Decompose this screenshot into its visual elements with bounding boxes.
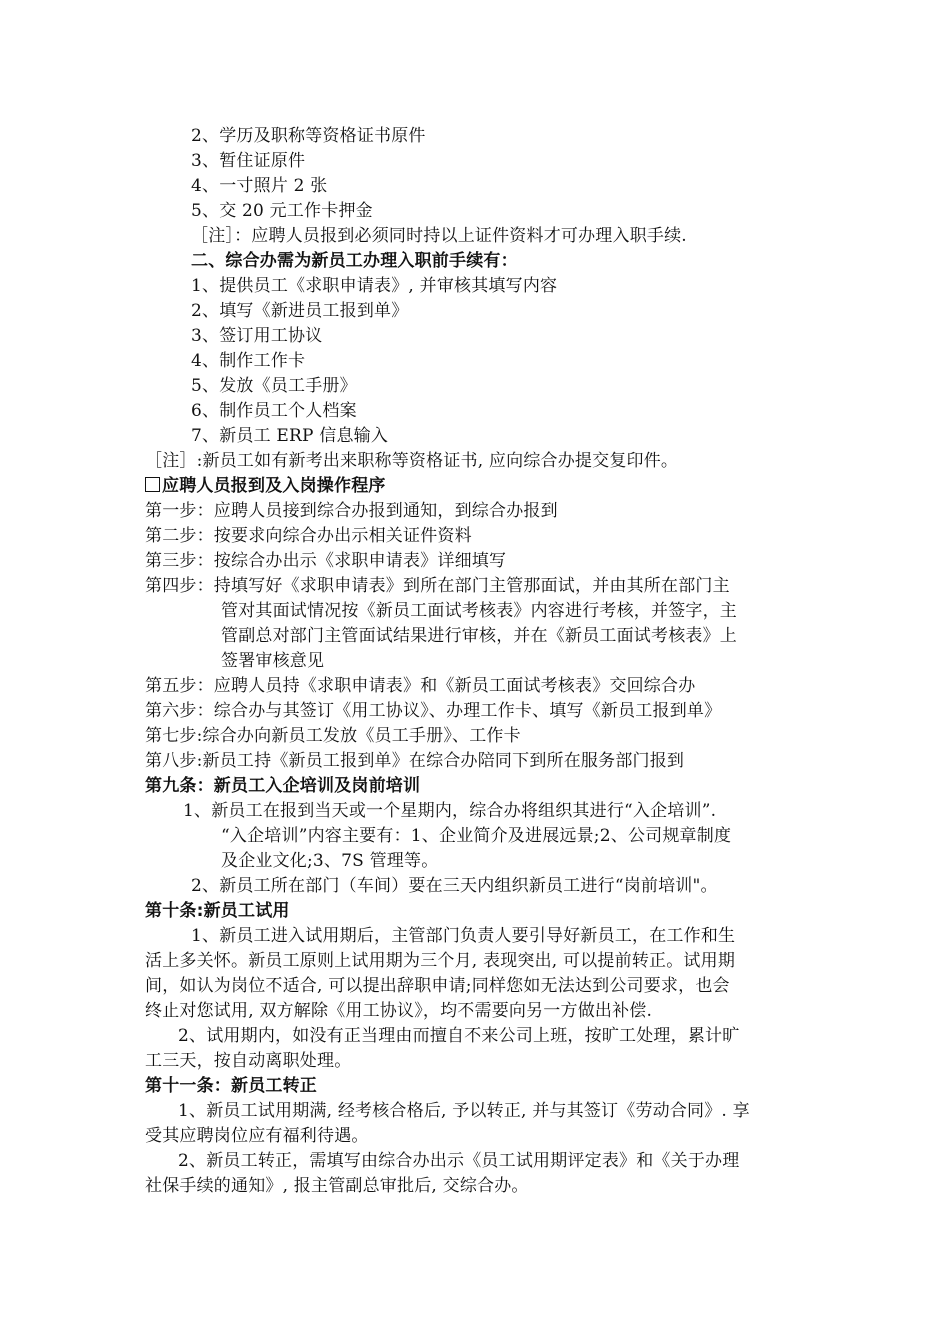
paragraph-line: 受其应聘岗位应有福利待遇。 — [145, 1126, 369, 1146]
list-item: 5、发放《员工手册》 — [191, 376, 357, 396]
paragraph-line: 间，如认为岗位不适合, 可以提出辞职申请;同样您如无法达到公司要求，也会 — [145, 976, 730, 996]
step-item: 第六步：综合办与其签订《用工协议》、办理工作卡、填写《新员工报到单》 — [145, 701, 722, 721]
list-item: 3、暂住证原件 — [191, 151, 306, 171]
section-heading: 二、综合办需为新员工办理入职前手续有： — [191, 251, 518, 271]
paragraph-line: 1、新员工在报到当天或一个星期内，综合办将组织其进行“入企培训”. — [183, 801, 717, 821]
paragraph-line: 社保手续的通知》, 报主管副总审批后, 交综合办。 — [145, 1176, 529, 1196]
note: ［注］：应聘人员报到必须同时持以上证件资料才可办理入职手续. — [191, 226, 687, 246]
note: ［注］:新员工如有新考出来职称等资格证书, 应向综合办提交复印件。 — [145, 451, 679, 471]
paragraph-line: 活上多关怀。新员工原则上试用期为三个月, 表现突出, 可以提前转正。试用期 — [145, 951, 736, 971]
list-item: 7、新员工 ERP 信息输入 — [191, 426, 389, 446]
list-item: 2、学历及职称等资格证书原件 — [191, 126, 426, 146]
article-heading: 第九条：新员工入企培训及岗前培训 — [145, 776, 421, 796]
paragraph-line: 2、新员工所在部门（车间）要在三天内组织新员工进行“岗前培训"。 — [191, 876, 718, 896]
paragraph-line: 终止对您试用, 双方解除《用工协议》，均不需要向另一方做出补偿. — [145, 1001, 653, 1021]
article-heading: 第十条:新员工试用 — [145, 901, 290, 921]
list-item: 3、签订用工协议 — [191, 326, 323, 346]
step-item-continued: 签署审核意见 — [221, 651, 325, 671]
section-heading-text: 应聘人员报到及入岗操作程序 — [162, 476, 386, 496]
step-item-continued: 管对其面试情况按《新员工面试考核表》内容进行考核，并签字，主 — [221, 601, 737, 621]
list-item: 2、填写《新进员工报到单》 — [191, 301, 409, 321]
paragraph-line: 工三天，按自动离职处理。 — [145, 1051, 352, 1071]
step-item: 第一步：应聘人员接到综合办报到通知，到综合办报到 — [145, 501, 558, 521]
list-item: 5、交 20 元工作卡押金 — [191, 201, 373, 221]
paragraph-line: 2、试用期内，如没有正当理由而擅自不来公司上班，按旷工处理，累计旷 — [178, 1026, 740, 1046]
checkbox-icon — [145, 477, 160, 492]
list-item: 6、制作员工个人档案 — [191, 401, 357, 421]
step-item-continued: 管副总对部门主管面试结果进行审核，并在《新员工面试考核表》上 — [221, 626, 737, 646]
section-heading — [145, 475, 386, 497]
step-item: 第四步：持填写好《求职申请表》到所在部门主管那面试，并由其所在部门主 — [145, 576, 730, 596]
step-item: 第七步:综合办向新员工发放《员工手册》、工作卡 — [145, 726, 521, 746]
step-item: 第二步：按要求向综合办出示相关证件资料 — [145, 526, 472, 546]
step-item: 第三步：按综合办出示《求职申请表》详细填写 — [145, 551, 507, 571]
step-item: 第八步:新员工持《新员工报到单》在综合办陪同下到所在服务部门报到 — [145, 751, 685, 771]
article-heading: 第十一条：新员工转正 — [145, 1076, 317, 1096]
step-item: 第五步：应聘人员持《求职申请表》和《新员工面试考核表》交回综合办 — [145, 676, 696, 696]
paragraph-line: 1、新员工试用期满, 经考核合格后, 予以转正, 并与其签订《劳动合同》. 享 — [178, 1101, 750, 1121]
paragraph-line: “入企培训”内容主要有：1、企业简介及进展远景;2、公司规章制度 — [221, 826, 732, 846]
list-item: 4、制作工作卡 — [191, 351, 306, 371]
paragraph-line: 及企业文化;3、7S 管理等。 — [221, 851, 439, 871]
paragraph-line: 1、新员工进入试用期后，主管部门负责人要引导好新员工，在工作和生 — [191, 926, 736, 946]
list-item: 1、提供员工《求职申请表》, 并审核其填写内容 — [191, 276, 558, 296]
list-item: 4、一寸照片 2 张 — [191, 176, 328, 196]
paragraph-line: 2、新员工转正，需填写由综合办出示《员工试用期评定表》和《关于办理 — [178, 1151, 740, 1171]
